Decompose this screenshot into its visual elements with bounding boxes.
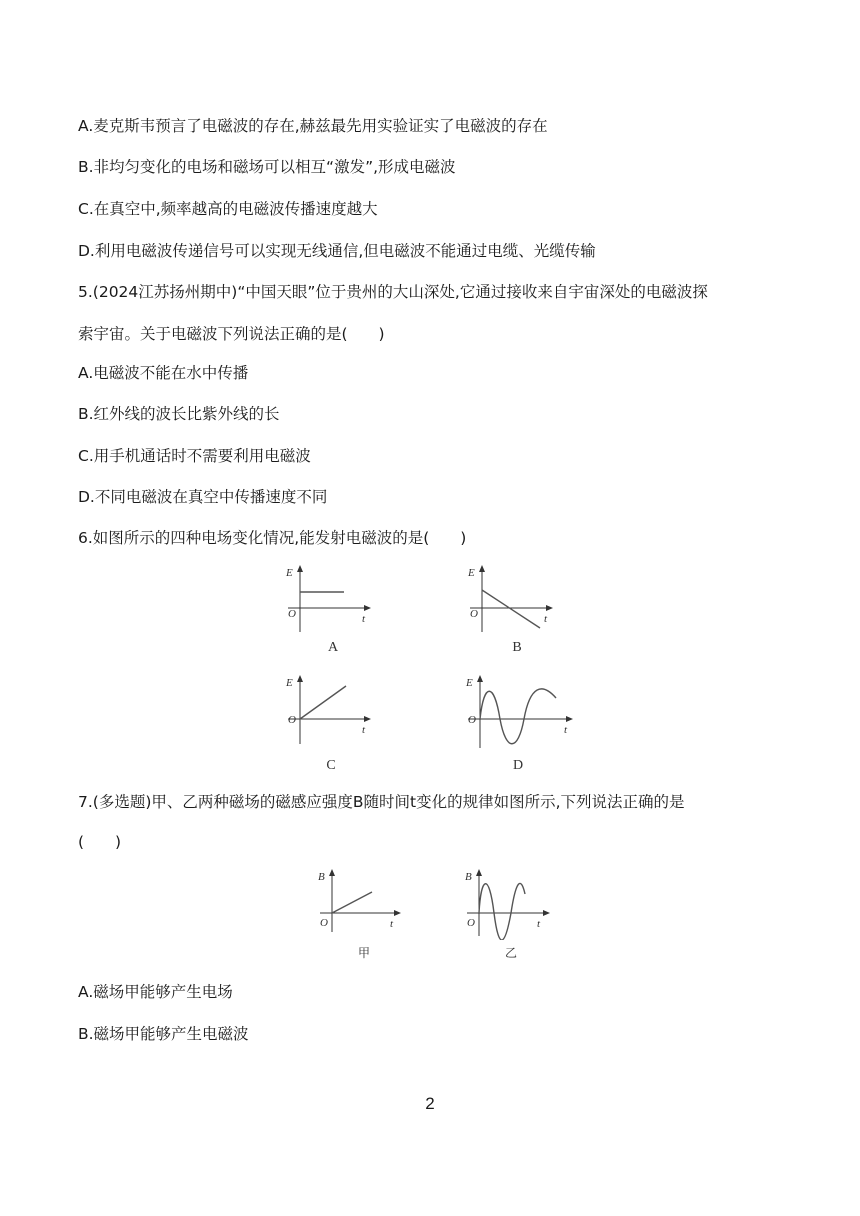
figure-q7-jia (314, 866, 414, 940)
figure-caption-b: B (512, 640, 522, 655)
figure-caption-a: A (327, 640, 339, 655)
axis-label-x: t (537, 918, 541, 930)
figure-caption-c: C (326, 758, 336, 773)
question-7-bracket: ( ) (78, 833, 122, 851)
option-c-q4: C.在真空中,频率越高的电磁波传播速度越大 (78, 200, 378, 218)
figure-q6-a (282, 562, 382, 640)
option-a-q4: A.麦克斯韦预言了电磁波的存在,赫兹最先用实验证实了电磁波的存在 (78, 117, 548, 135)
axis-label-y: E (286, 677, 293, 689)
page-number: 2 (425, 1094, 435, 1113)
axis-label-x: t (362, 724, 366, 736)
origin-label: O (468, 714, 476, 726)
origin-label: O (288, 608, 296, 620)
option-b-q4: B.非均匀变化的电场和磁场可以相互“激发”,形成电磁波 (78, 158, 456, 176)
figure-q6-c (282, 672, 382, 750)
option-c-q5: C.用手机通话时不需要利用电磁波 (78, 447, 311, 465)
axis-label-x: t (362, 613, 366, 625)
figure-q6-d (462, 672, 574, 754)
axis-label-x: t (544, 613, 548, 625)
option-d-q4: D.利用电磁波传递信号可以实现无线通信,但电磁波不能通过电缆、光缆传输 (78, 242, 596, 260)
origin-label: O (320, 917, 328, 929)
figure-caption-yi: 乙 (504, 946, 517, 960)
origin-label: O (288, 714, 296, 726)
axis-label-y: B (465, 871, 472, 883)
option-b-q5: B.红外线的波长比紫外线的长 (78, 405, 280, 423)
axis-label-y: E (286, 567, 293, 579)
axis-label-y: E (466, 677, 473, 689)
question-7-stem: 7.(多选题)甲、乙两种磁场的磁感应强度B随时间t变化的规律如图所示,下列说法正确的是 (78, 793, 685, 811)
axis-label-y: E (468, 567, 475, 579)
question-5-stem: 5.(2024江苏扬州期中)“中国天眼”位于贵州的大山深处,它通过接收来自宇宙深处的电磁波探 (78, 283, 708, 301)
origin-label: O (470, 608, 478, 620)
option-a-q5: A.电磁波不能在水中传播 (78, 364, 249, 382)
option-a-q7: A.磁场甲能够产生电场 (78, 983, 233, 1001)
question-5-stem-cont: 索宇宙。关于电磁波下列说法正确的是( ) (78, 325, 385, 343)
figure-q7-yi (461, 866, 561, 944)
option-b-q7: B.磁场甲能够产生电磁波 (78, 1025, 249, 1043)
figure-caption-jia: 甲 (357, 946, 370, 960)
axis-label-x: t (390, 918, 394, 930)
axis-label-y: B (318, 871, 325, 883)
figure-q6-b (464, 562, 564, 640)
question-6-stem: 6.如图所示的四种电场变化情况,能发射电磁波的是( ) (78, 529, 467, 547)
axis-label-x: t (564, 724, 568, 736)
figure-caption-d: D (512, 758, 524, 773)
option-d-q5: D.不同电磁波在真空中传播速度不同 (78, 488, 328, 506)
origin-label: O (467, 917, 475, 929)
